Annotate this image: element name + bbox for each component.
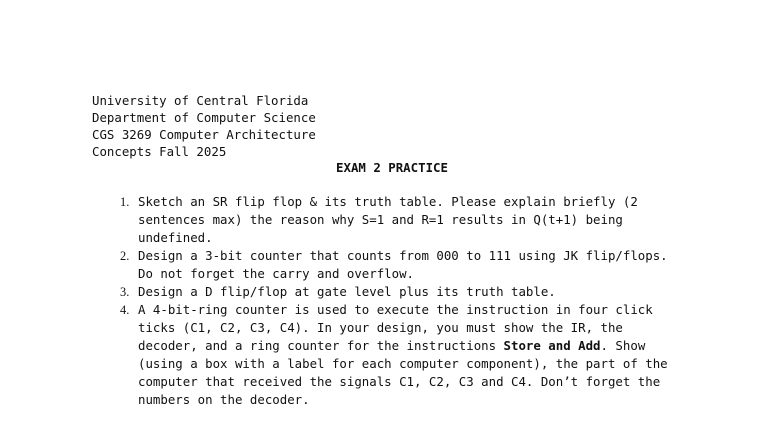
question-item-4 — [120, 301, 738, 409]
question-text-line: A 4-bit-ring counter is used to execute the instruction in four click — [138, 302, 653, 317]
department-name: Department of Computer Science — [92, 110, 316, 125]
question-text-line: sentences max) the reason why S=1 and R=1 results in Q(t+1) being — [138, 212, 623, 227]
question-text-line: Sketch an SR flip flop & its truth table. Please explain briefly (2 — [138, 194, 638, 209]
question-text-line: numbers on the decoder. — [138, 392, 310, 407]
question-text-line: Do not forget the carry and overflow. — [138, 266, 415, 281]
question-text-line: Design a 3-bit counter that counts from 000 to 111 using JK flip/flops. — [138, 248, 668, 263]
question-number: 2. — [120, 249, 130, 263]
university-name: University of Central Florida — [92, 93, 309, 108]
question-text-segment: decoder, and a ring counter for the instructions — [138, 338, 504, 353]
question-number: 3. — [120, 285, 130, 299]
question-text-line: (using a box with a label for each computer component), the part of the — [138, 356, 668, 371]
question-number: 1. — [120, 195, 130, 209]
course-term: Concepts Fall 2025 — [92, 144, 227, 159]
question-text-line: computer that received the signals C1, C2, C3 and C4. Don’t forget the — [138, 374, 661, 389]
question-item-2 — [120, 247, 738, 283]
question-text-line: Design a D flip/flop at gate level plus its truth table. — [138, 284, 556, 299]
question-item-3 — [120, 283, 738, 301]
question-list — [120, 193, 738, 409]
question-text-line: ticks (C1, C2, C3, C4). In your design, you must show the IR, the — [138, 320, 623, 335]
question-item-1 — [120, 193, 738, 247]
course-name: CGS 3269 Computer Architecture — [92, 127, 316, 142]
question-text-segment: . Show — [600, 338, 646, 353]
question-text-line — [138, 337, 738, 355]
question-text-line: undefined. — [138, 230, 213, 245]
instruction-names-bold: Store and Add — [503, 338, 601, 353]
exam-title: EXAM 2 PRACTICE — [336, 160, 448, 175]
course-header — [92, 92, 316, 160]
question-number: 4. — [120, 303, 130, 317]
